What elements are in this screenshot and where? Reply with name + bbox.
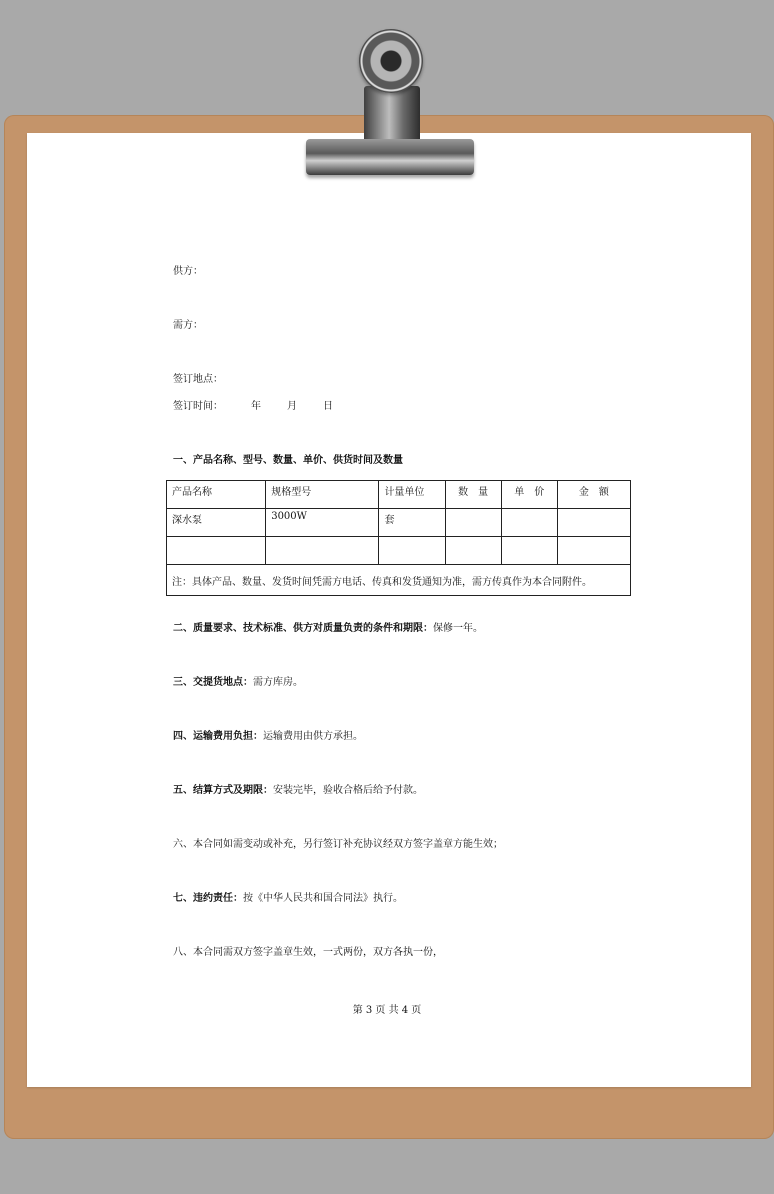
section-4 <box>173 731 363 743</box>
section-3-body: 需方库房。 <box>253 677 303 688</box>
table-row <box>167 509 631 537</box>
section-7-title: 七、违约责任： <box>173 893 243 904</box>
table-note-row <box>167 565 631 596</box>
buyer-label: 需方： <box>173 320 203 331</box>
supplier-label: 供方： <box>173 266 203 277</box>
section-1-title: 一、产品名称、型号、数量、单价、供货时间及数量 <box>173 455 403 466</box>
table-cell <box>557 537 630 565</box>
section-6: 六、本合同如需变动或补充，另行签订补充协议经双方签字盖章方能生效； <box>173 839 503 850</box>
signing-location-label: 签订地点： <box>173 374 223 385</box>
signing-time-label: 签订时间： <box>173 401 223 412</box>
table-cell: 深水泵 <box>167 509 266 537</box>
table-cell <box>501 509 557 537</box>
signing-time-row <box>173 401 333 413</box>
section-5 <box>173 785 423 797</box>
table-cell: 3000W <box>266 509 379 537</box>
table-row <box>167 537 631 565</box>
table-cell: 套 <box>379 509 445 537</box>
section-5-body: 安装完毕，验收合格后给予付款。 <box>273 785 423 796</box>
section-7 <box>173 893 403 905</box>
section-8: 八、本合同需双方签字盖章生效，一式两份，双方各执一份， <box>173 947 443 958</box>
table-cell <box>445 537 501 565</box>
section-3-title: 三、交提货地点： <box>173 677 253 688</box>
section-2-body: 保修一年。 <box>433 623 483 634</box>
table-header-cell: 单 价 <box>501 481 557 509</box>
month-label: 月 <box>287 401 297 412</box>
page-number: 第 3 页 共 4 页 <box>352 1005 422 1016</box>
table-header-row <box>167 481 631 509</box>
table-cell <box>445 509 501 537</box>
table-header-cell: 金 额 <box>557 481 630 509</box>
day-label: 日 <box>323 401 333 412</box>
section-4-body: 运输费用由供方承担。 <box>263 731 363 742</box>
section-7-body: 按《中华人民共和国合同法》执行。 <box>243 893 403 904</box>
section-3 <box>173 677 303 689</box>
table-header-cell: 数 量 <box>445 481 501 509</box>
table-cell <box>266 537 379 565</box>
table-cell <box>379 537 445 565</box>
table-note: 注：具体产品、数量、发货时间凭需方电话、传真和发货通知为准，需方传真作为本合同附件。 <box>167 565 631 596</box>
section-5-title: 五、结算方式及期限： <box>173 785 273 796</box>
table-header-cell: 规格型号 <box>266 481 379 509</box>
section-2 <box>173 623 483 635</box>
year-label: 年 <box>251 401 261 412</box>
section-2-title: 二、质量要求、技术标准、供方对质量负责的条件和期限： <box>173 623 433 634</box>
table-header-cell: 产品名称 <box>167 481 266 509</box>
table-cell <box>167 537 266 565</box>
table-cell <box>501 537 557 565</box>
table-header-cell: 计量单位 <box>379 481 445 509</box>
section-4-title: 四、运输费用负担： <box>173 731 263 742</box>
table-cell <box>557 509 630 537</box>
product-table <box>166 480 631 596</box>
